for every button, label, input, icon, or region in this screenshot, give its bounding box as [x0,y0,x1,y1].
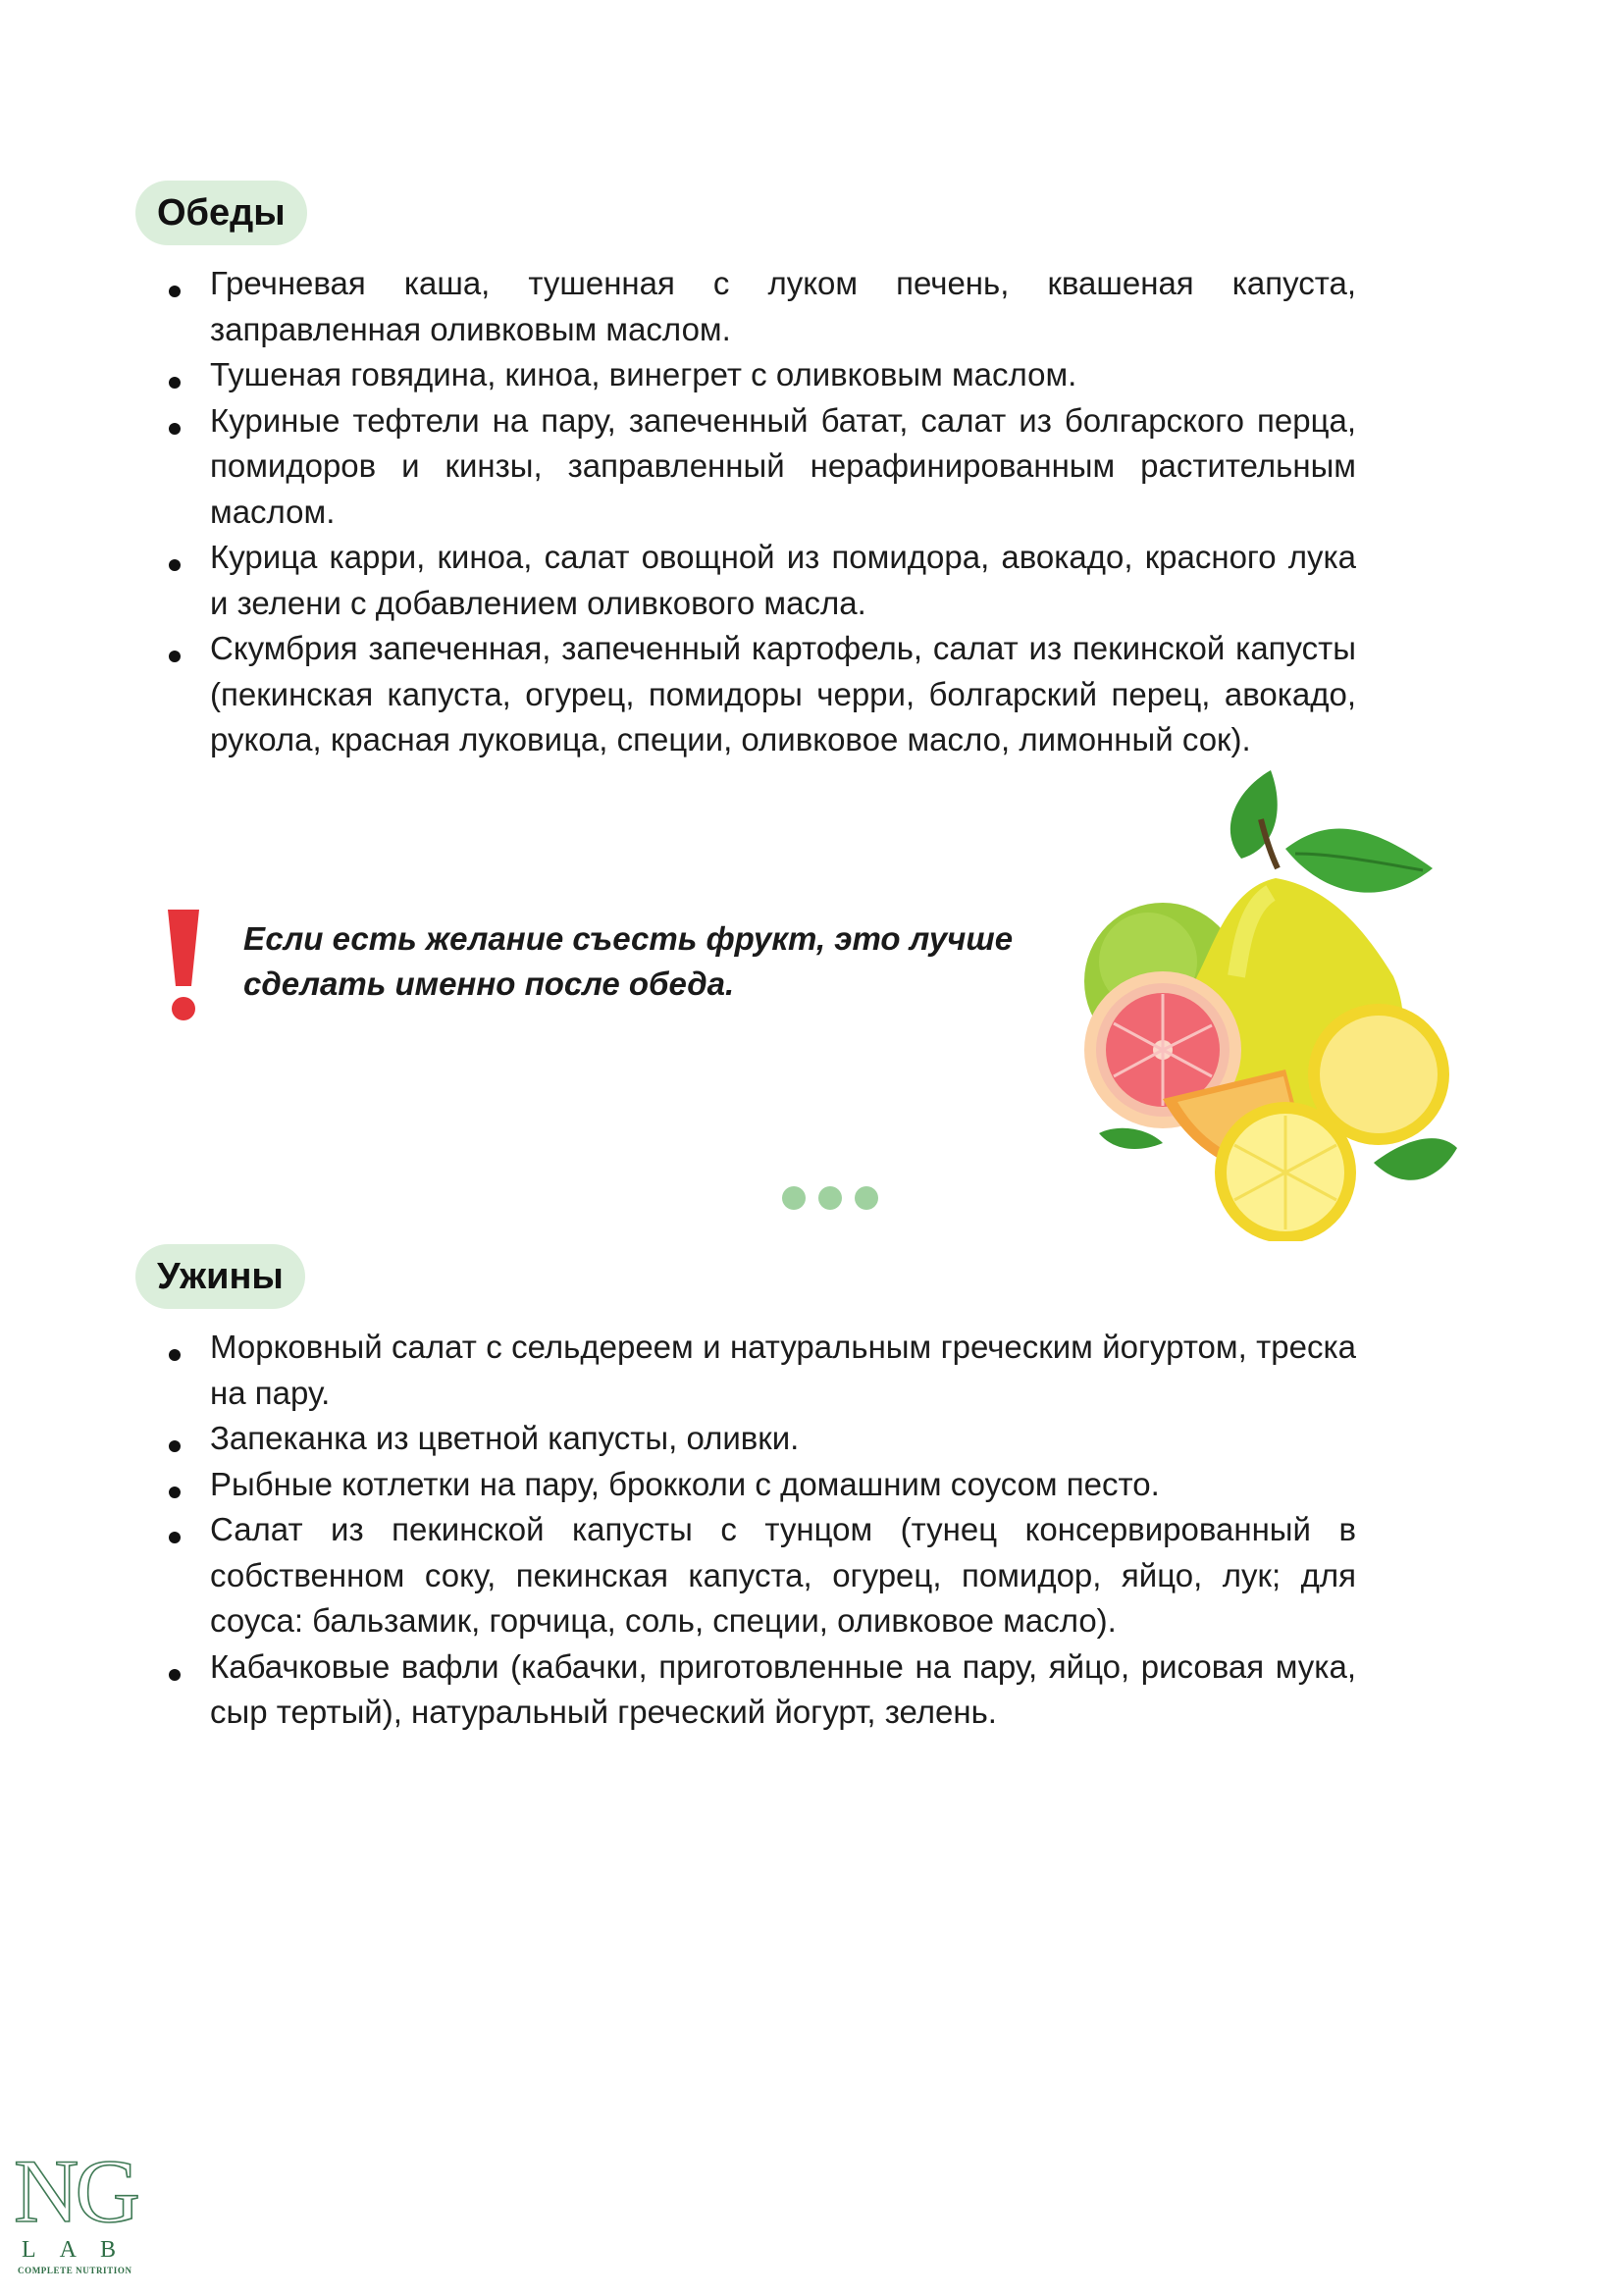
list-item: Тушеная говядина, киноа, винегрет с оливковым маслом. [169,352,1356,398]
list-item: Запеканка из цветной капусты, оливки. [169,1416,1356,1462]
list-item: Куриные тефтели на пару, запеченный батат, салат из болгарского перца, помидоров и кинзы, заправленный нерафинированным растительным маслом. [169,398,1356,536]
list-item: Рыбные котлетки на пару, брокколи с домашним соусом песто. [169,1462,1356,1508]
list-item: Скумбрия запеченная, запеченный картофель, салат из пекинской капусты (пекинская капуста, огурец, помидоры черри, болгарский перец, авокадо, рукола, красная луковица, специи, оливковое масло, лимонный сок). [169,626,1356,763]
lunch-list [169,261,1356,763]
three-dots-icon [781,1184,879,1212]
list-item: Морковный салат с сельдереем и натуральным греческим йогуртом, треска на пару. [169,1325,1356,1416]
fruit-note: Если есть желание съесть фрукт, это лучше сделать именно после обеда. [243,920,1014,1002]
section-title-lunch: Обеды [135,181,307,245]
citrus-fruits-illustration [1070,760,1462,1241]
exclamation-icon [163,908,204,1025]
list-item: Гречневая каша, тушенная с луком печень, квашеная капуста, заправленная оливковым маслом. [169,261,1356,352]
ng-lab-logo [14,2141,181,2275]
logo-tagline: COMPLETE NUTRITION [18,2266,132,2275]
list-item: Курица карри, киноа, салат овощной из помидора, авокадо, красного лука и зелени с добавлением оливкового масла. [169,535,1356,626]
dinner-list [169,1325,1356,1736]
logo-word: LAB [22,2237,139,2263]
logo-mark: NG [14,2141,136,2241]
section-title-dinner: Ужины [135,1244,305,1309]
list-item: Салат из пекинской капусты с тунцом (тунец консервированный в собственном соку, пекинская капуста, огурец, помидор, яйцо, лук; для соуса: бальзамик, горчица, соль, специи, оливковое масло). [169,1507,1356,1644]
list-item: Кабачковые вафли (кабачки, приготовленные на пару, яйцо, рисовая мука, сыр тертый), натуральный греческий йогурт, зелень. [169,1644,1356,1736]
